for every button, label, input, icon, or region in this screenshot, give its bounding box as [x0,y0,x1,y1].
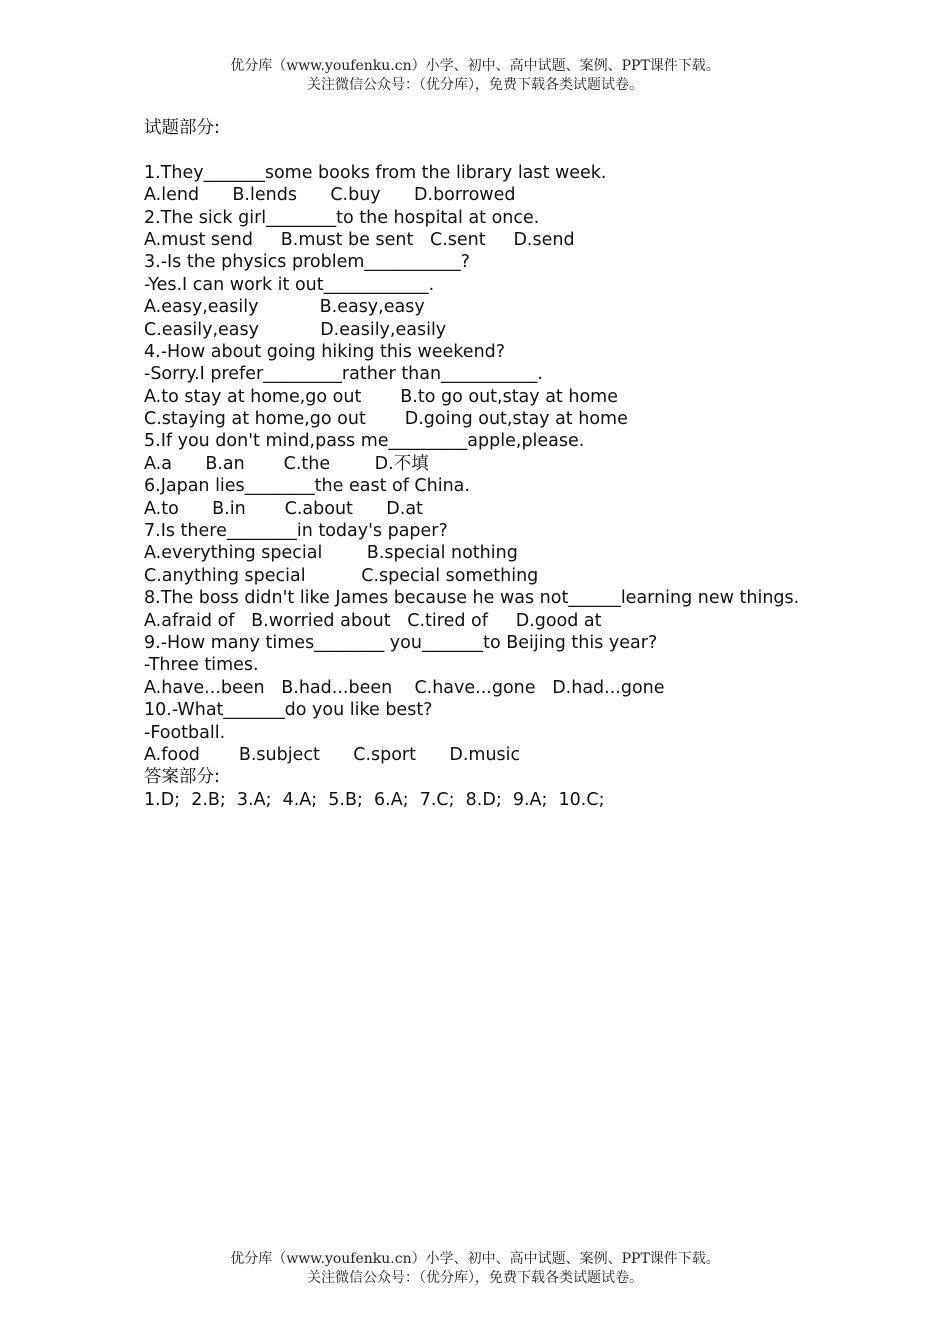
answer-key: 1.D; 2.B; 3.A; 4.A; 5.B; 6.A; 7.C; 8.D; 9.A; 10.C; [144,789,605,810]
question-line: 3.-Is the physics problem___________? [144,252,470,273]
header-line-2: 关注微信公众号：（优分库），免费下载各类试题试卷。 [307,77,643,93]
option-line: A.to stay at home,go out B.to go out,stay at home [144,386,618,407]
question-line: 2.The sick girl________to the hospital at once. [144,207,540,228]
section-title-questions: 试题部分: [144,118,220,138]
document-body [144,117,824,811]
question-line: 4.-How about going hiking this weekend? [144,341,506,362]
section-title-answers: 答案部分: [144,767,220,788]
blank-line [144,139,824,161]
option-line: A.food B.subject C.sport D.music [144,744,521,765]
option-line: C.anything special C.special something [144,565,539,586]
question-line: -Sorry.I prefer_________rather than___________. [144,364,543,385]
option-line: A.to B.in C.about D.at [144,498,423,519]
option-line: A.must send B.must be sent C.sent D.send [144,229,575,250]
question-line: 1.They_______some books from the library last week. [144,162,607,183]
header-line-1: 优分库（www.youfenku.cn）小学、初中、高中试题、案例、PPT课件下载。 [230,58,720,74]
page-header [0,57,950,95]
question-line: 8.The boss didn't like James because he was not______learning new things. [144,588,800,609]
option-line: C.staying at home,go out D.going out,stay at home [144,409,628,430]
question-line: -Football. [144,722,226,743]
question-line: 10.-What_______do you like best? [144,700,433,721]
footer-line-2: 关注微信公众号：（优分库），免费下载各类试题试卷。 [307,1270,643,1286]
option-line: C.easily,easy D.easily,easily [144,319,447,340]
option-line: A.have...been B.had...been C.have...gone D.had...gone [144,677,665,698]
option-line: A.a B.an C.the D.不填 [144,453,429,474]
option-line: A.everything special B.special nothing [144,543,518,564]
page-footer [0,1250,950,1288]
question-line: 6.Japan lies________the east of China. [144,476,470,497]
footer-line-1: 优分库（www.youfenku.cn）小学、初中、高中试题、案例、PPT课件下载。 [230,1251,720,1267]
question-line: 5.If you don't mind,pass me_________apple,please. [144,431,585,452]
option-line: A.afraid of B.worried about C.tired of D.good at [144,610,602,631]
option-line: A.easy,easily B.easy,easy [144,297,425,318]
question-line: 9.-How many times________ you_______to Beijing this year? [144,633,658,653]
option-line: A.lend B.lends C.buy D.borrowed [144,185,516,206]
question-line: 7.Is there________in today's paper? [144,521,448,542]
question-line: -Yes.I can work it out____________. [144,274,435,295]
question-line: -Three times. [144,655,259,676]
